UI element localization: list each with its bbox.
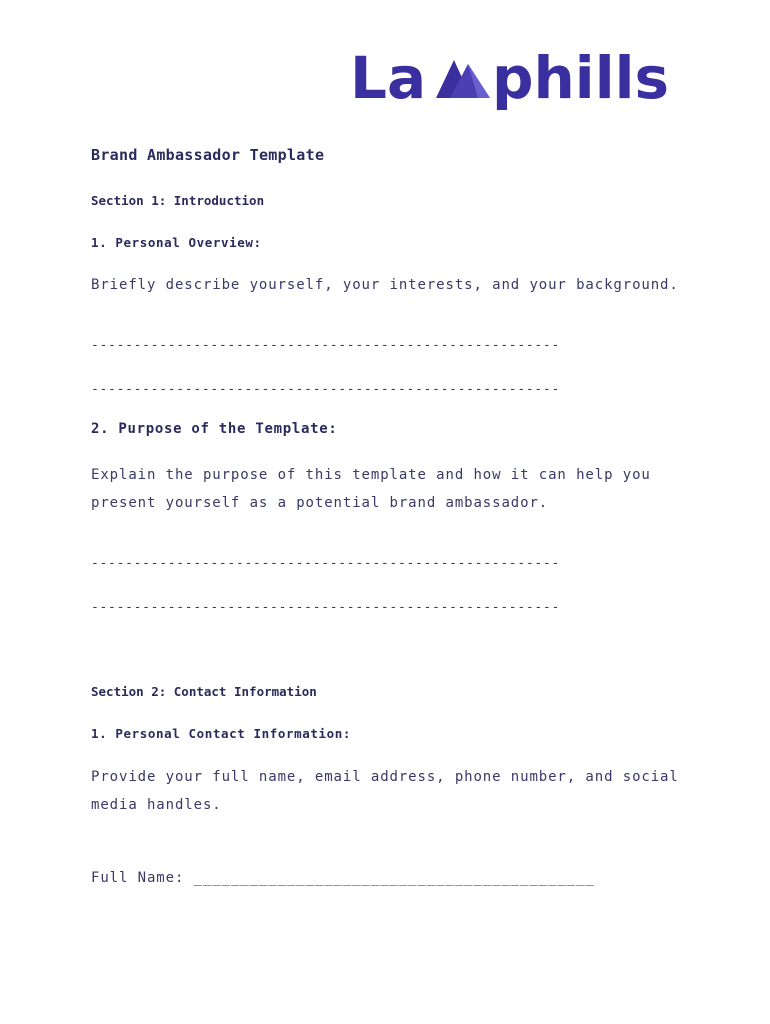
purpose-text-line-2: present yourself as a potential brand ambassador. [91,495,549,511]
purpose-blank-line-2[interactable]: ------------------------------------------------------- [91,600,560,615]
logo-graphic [350,50,680,118]
logo-text-la: La [350,50,427,112]
personal-overview-text: Briefly describe yourself, your interests, and your background. [91,277,679,293]
purpose-text-line-1: Explain the purpose of this template and how it can help you [91,467,651,483]
personal-contact-text-line-1: Provide your full name, email address, phone number, and social [91,769,679,785]
section-1-heading: Section 1: Introduction [91,193,265,208]
full-name-label: Full Name: [91,870,194,886]
personal-contact-heading: 1. Personal Contact Information: [91,726,352,741]
purpose-heading: 2. Purpose of the Template: [91,421,338,437]
document-title: Brand Ambassador Template [91,146,325,164]
logo-text-phills: phills [492,50,669,112]
purpose-blank-line-1[interactable]: ------------------------------------------------------- [91,556,560,571]
full-name-field [91,864,595,892]
logo-mountain-mark [436,60,490,98]
personal-contact-text-line-2: media handles. [91,797,222,813]
personal-overview-blank-line-1[interactable]: ------------------------------------------------------- [91,338,560,353]
lamphills-logo [350,50,680,118]
personal-overview-blank-line-2[interactable]: ------------------------------------------------------- [91,382,560,397]
full-name-input-line[interactable]: ___________________________________________ [193,870,595,886]
section-2-heading: Section 2: Contact Information [91,684,317,699]
personal-overview-heading: 1. Personal Overview: [91,235,262,250]
